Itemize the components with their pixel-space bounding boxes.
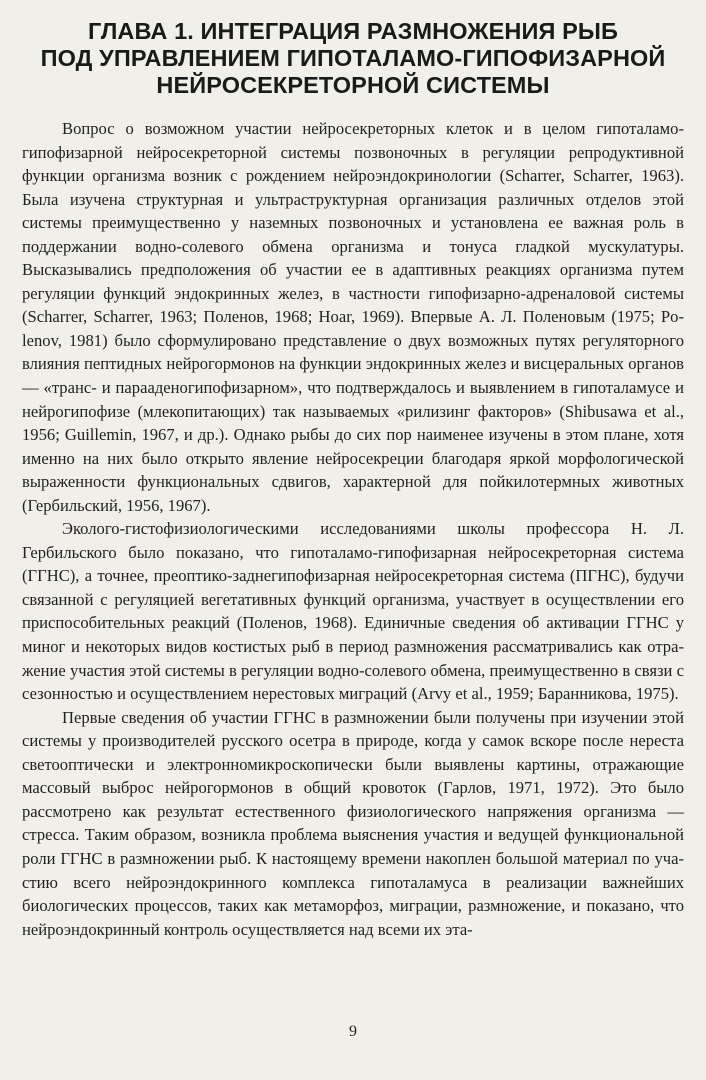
chapter-title (22, 18, 684, 99)
body-text (22, 117, 684, 941)
paragraph-1: Вопрос о возможном участии нейросекреторных клеток и в целом гипоталамо-гипофизарной нейросекреторной системы позвоночных в регуляции репродуктивной функции организма возник с рождением нейроэндокринологии (Scharrer, Scharrer, 1963). Была изучена структурная и ультраструктурная организация различных отделов этой системы преимущественно у наземных позвоночных и установлена ее важная роль в поддержании водно-солевого обмена организма и тонуса гладкой мускулатуры. Высказывались предположения об участии ее в адаптивных реакциях организма путем регуляции функций эндокринных желез, в частности гипофизарно-адреналовой системы (Scharrer, Scharrer, 1963; Поленов, 1968; Hoar, 1969). Впервые А. Л. Поленовым (1975; Polenov, 1981) было сформулировано представление о двух возможных путях регуляторного влияния пептидных нейрогормонов на функции эндокринных желез и висцеральных органов — «транс- и парааденогипофизарном», что подтверждалось и выявлением в гипоталамусе и нейрогипофизе (млекопитающих) так называемых «рилизинг факторов» (Shibusawa et al., 1956; Guillemin, 1967, и др.). Однако рыбы до сих пор наименее изучены в этом плане, хотя именно на них было открыто явление нейросекреции благодаря яркой морфологической выраженности функциональных сдвигов, характерной для пойкилотермных животных (Гербильский, 1956, 1967). (22, 119, 684, 515)
page-number: 9 (349, 1023, 357, 1040)
paragraph-2: Эколого-гистофизиологическими исследованиями школы профессора Н. Л. Гербильского было показано, что гипоталамо-гипофизарная нейросекреторная система (ГГНС), а точнее, преоптико-заднегипофизарная нейросекреторная система (ПГНС), будучи связанной с регуляцией вегетативных функций организма, участвует в осуществлении его приспособительных реакций (Поленов, 1968). Единичные сведения об активации ГГНС у миног и некоторых видов костистых рыб в период размножения рассматривались как отражение участия этой системы в регуляции водно-солевого обмена, преимущественно в связи с сезонностью и осуществлением нерестовых миграций (Arvy et al., 1959; Баранникова, 1975). (22, 519, 684, 704)
chapter-title-line-3: НЕЙРОСЕКРЕТОРНОЙ СИСТЕМЫ (156, 72, 550, 98)
paragraph-3: Первые сведения об участии ГГНС в размножении были получены при изучении этой системы у производителей русского осетра в природе, когда у самок вскоре после нереста светооптически и электронномикроскопически были выявлены картины, отражающие массовый выброс нейрогормонов в общий кровоток (Гарлов, 1971, 1972). Это было рассмотрено как результат естественного физиологического напряжения организма — стресса. Таким образом, возникла проблема выяснения участия и ведущей функциональной роли ГГНС в размножении рыб. К настоящему времени накоплен большой материал по участию всего нейроэндокринного комплекса гипоталамуса в реализации важнейших биологических процессов, таких как метаморфоз, миграции, размножение, и показано, что нейроэндокринный контроль осуществляется над всеми их эта- (22, 707, 684, 939)
chapter-title-line-1: ГЛАВА 1. ИНТЕГРАЦИЯ РАЗМНОЖЕНИЯ РЫБ (88, 18, 618, 44)
chapter-title-line-2: ПОД УПРАВЛЕНИЕМ ГИПОТАЛАМО-ГИПОФИЗАРНОЙ (40, 45, 666, 71)
